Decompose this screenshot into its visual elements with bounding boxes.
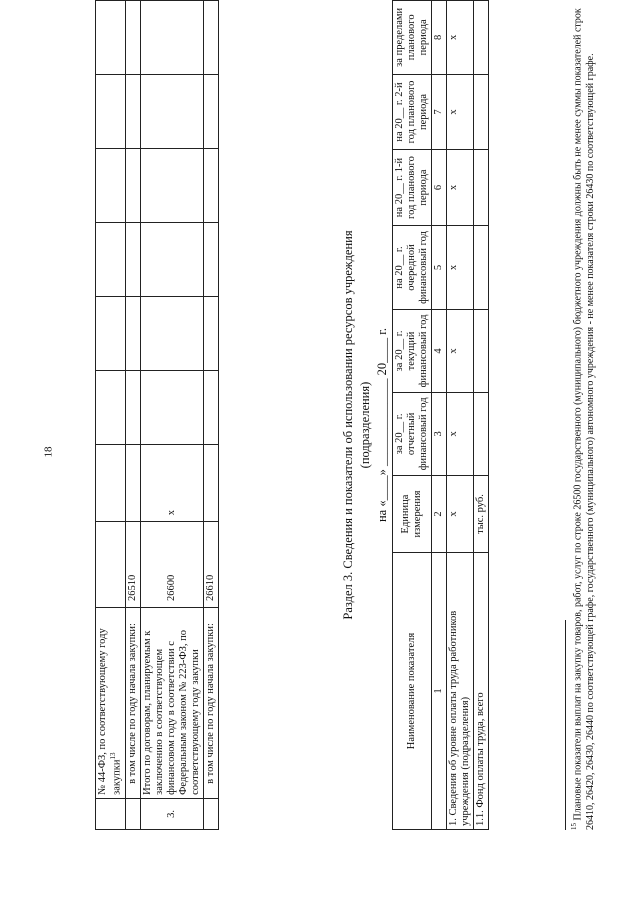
table-row — [125, 1, 140, 830]
table-row — [96, 1, 126, 830]
header-row — [393, 1, 432, 830]
row-name: 1. Сведения об уровне оплаты труда работников учреждения (подразделения) — [447, 553, 474, 830]
header-col: на 20__ г. 2-й год планового периода — [393, 74, 432, 150]
row-value: x — [140, 445, 203, 522]
header-col: на 20__ г. 1-й год планового периода — [393, 150, 432, 226]
row-name: в том числе по году начала закупки: — [204, 608, 219, 799]
row-code: 26610 — [204, 522, 219, 608]
row-number — [96, 798, 126, 829]
row-value — [204, 445, 219, 522]
footnote: $^{15}$ Плановые показатели выплат на закупку товаров, работ, услуг по строке 26500 государственного (муниципального) бюджетного учреждения должны быть не менее суммы показателей строк 26410, 26420, 26430, 26440 по соответствующей графе, государственного (муниципального) автономного учреждения - не менее показателя строки 26430 по соответствующей графе. — [570, 8, 597, 830]
row-number: 3. — [140, 798, 203, 829]
page-number: 18 — [42, 446, 55, 458]
table-row: 1.1. Фонд оплаты труда, всего тыс. руб. — [474, 1, 489, 830]
header-col: за 20__ г. текущий финансовый год — [393, 310, 432, 393]
header-unit: Единица измерения — [393, 476, 432, 553]
row-value — [125, 445, 140, 522]
date-line: на «____» ______________ 20____ г. — [374, 327, 389, 523]
row-name: Итого по договорам, планируемым к заключению в соответствующем финансовом году в соответствии с Федеральным законом № 223-ФЗ, по соответствующему году закупки — [140, 608, 203, 799]
column-number-row: 1 2 3 4 5 6 7 8 — [432, 1, 447, 830]
header-col: на 20__ г. очередной финансовый год — [393, 225, 432, 309]
row-name: № 44-ФЗ, по соответствующему году закупки$^{13}$ — [96, 608, 126, 799]
row-code — [96, 522, 126, 608]
row-name: 1.1. Фонд оплаты труда, всего — [474, 553, 489, 830]
header-col: за 20__ г. отчетный финансовый год — [393, 392, 432, 475]
row-code: 26510 — [125, 522, 140, 608]
row-code: 26600 — [140, 522, 203, 608]
section-title: Раздел 3. Сведения и показатели об использовании ресурсов учреждения (подразделения) на «____» ______________ 20____ г. — [340, 215, 391, 635]
row-number — [125, 798, 140, 829]
header-indicator: Наименование показателя — [393, 553, 432, 830]
footnote-divider — [565, 620, 566, 830]
table-row — [204, 1, 219, 830]
header-col: за пределами планового периода — [393, 1, 432, 75]
table-row: 1. Сведения об уровне оплаты труда работников учреждения (подразделения) x x x x x x x — [447, 1, 474, 830]
resources-table — [392, 0, 489, 830]
row-value — [96, 445, 126, 522]
row-name: в том числе по году начала закупки: — [125, 608, 140, 799]
procurement-table — [95, 0, 219, 830]
row-number — [204, 798, 219, 829]
table-row — [140, 1, 203, 830]
